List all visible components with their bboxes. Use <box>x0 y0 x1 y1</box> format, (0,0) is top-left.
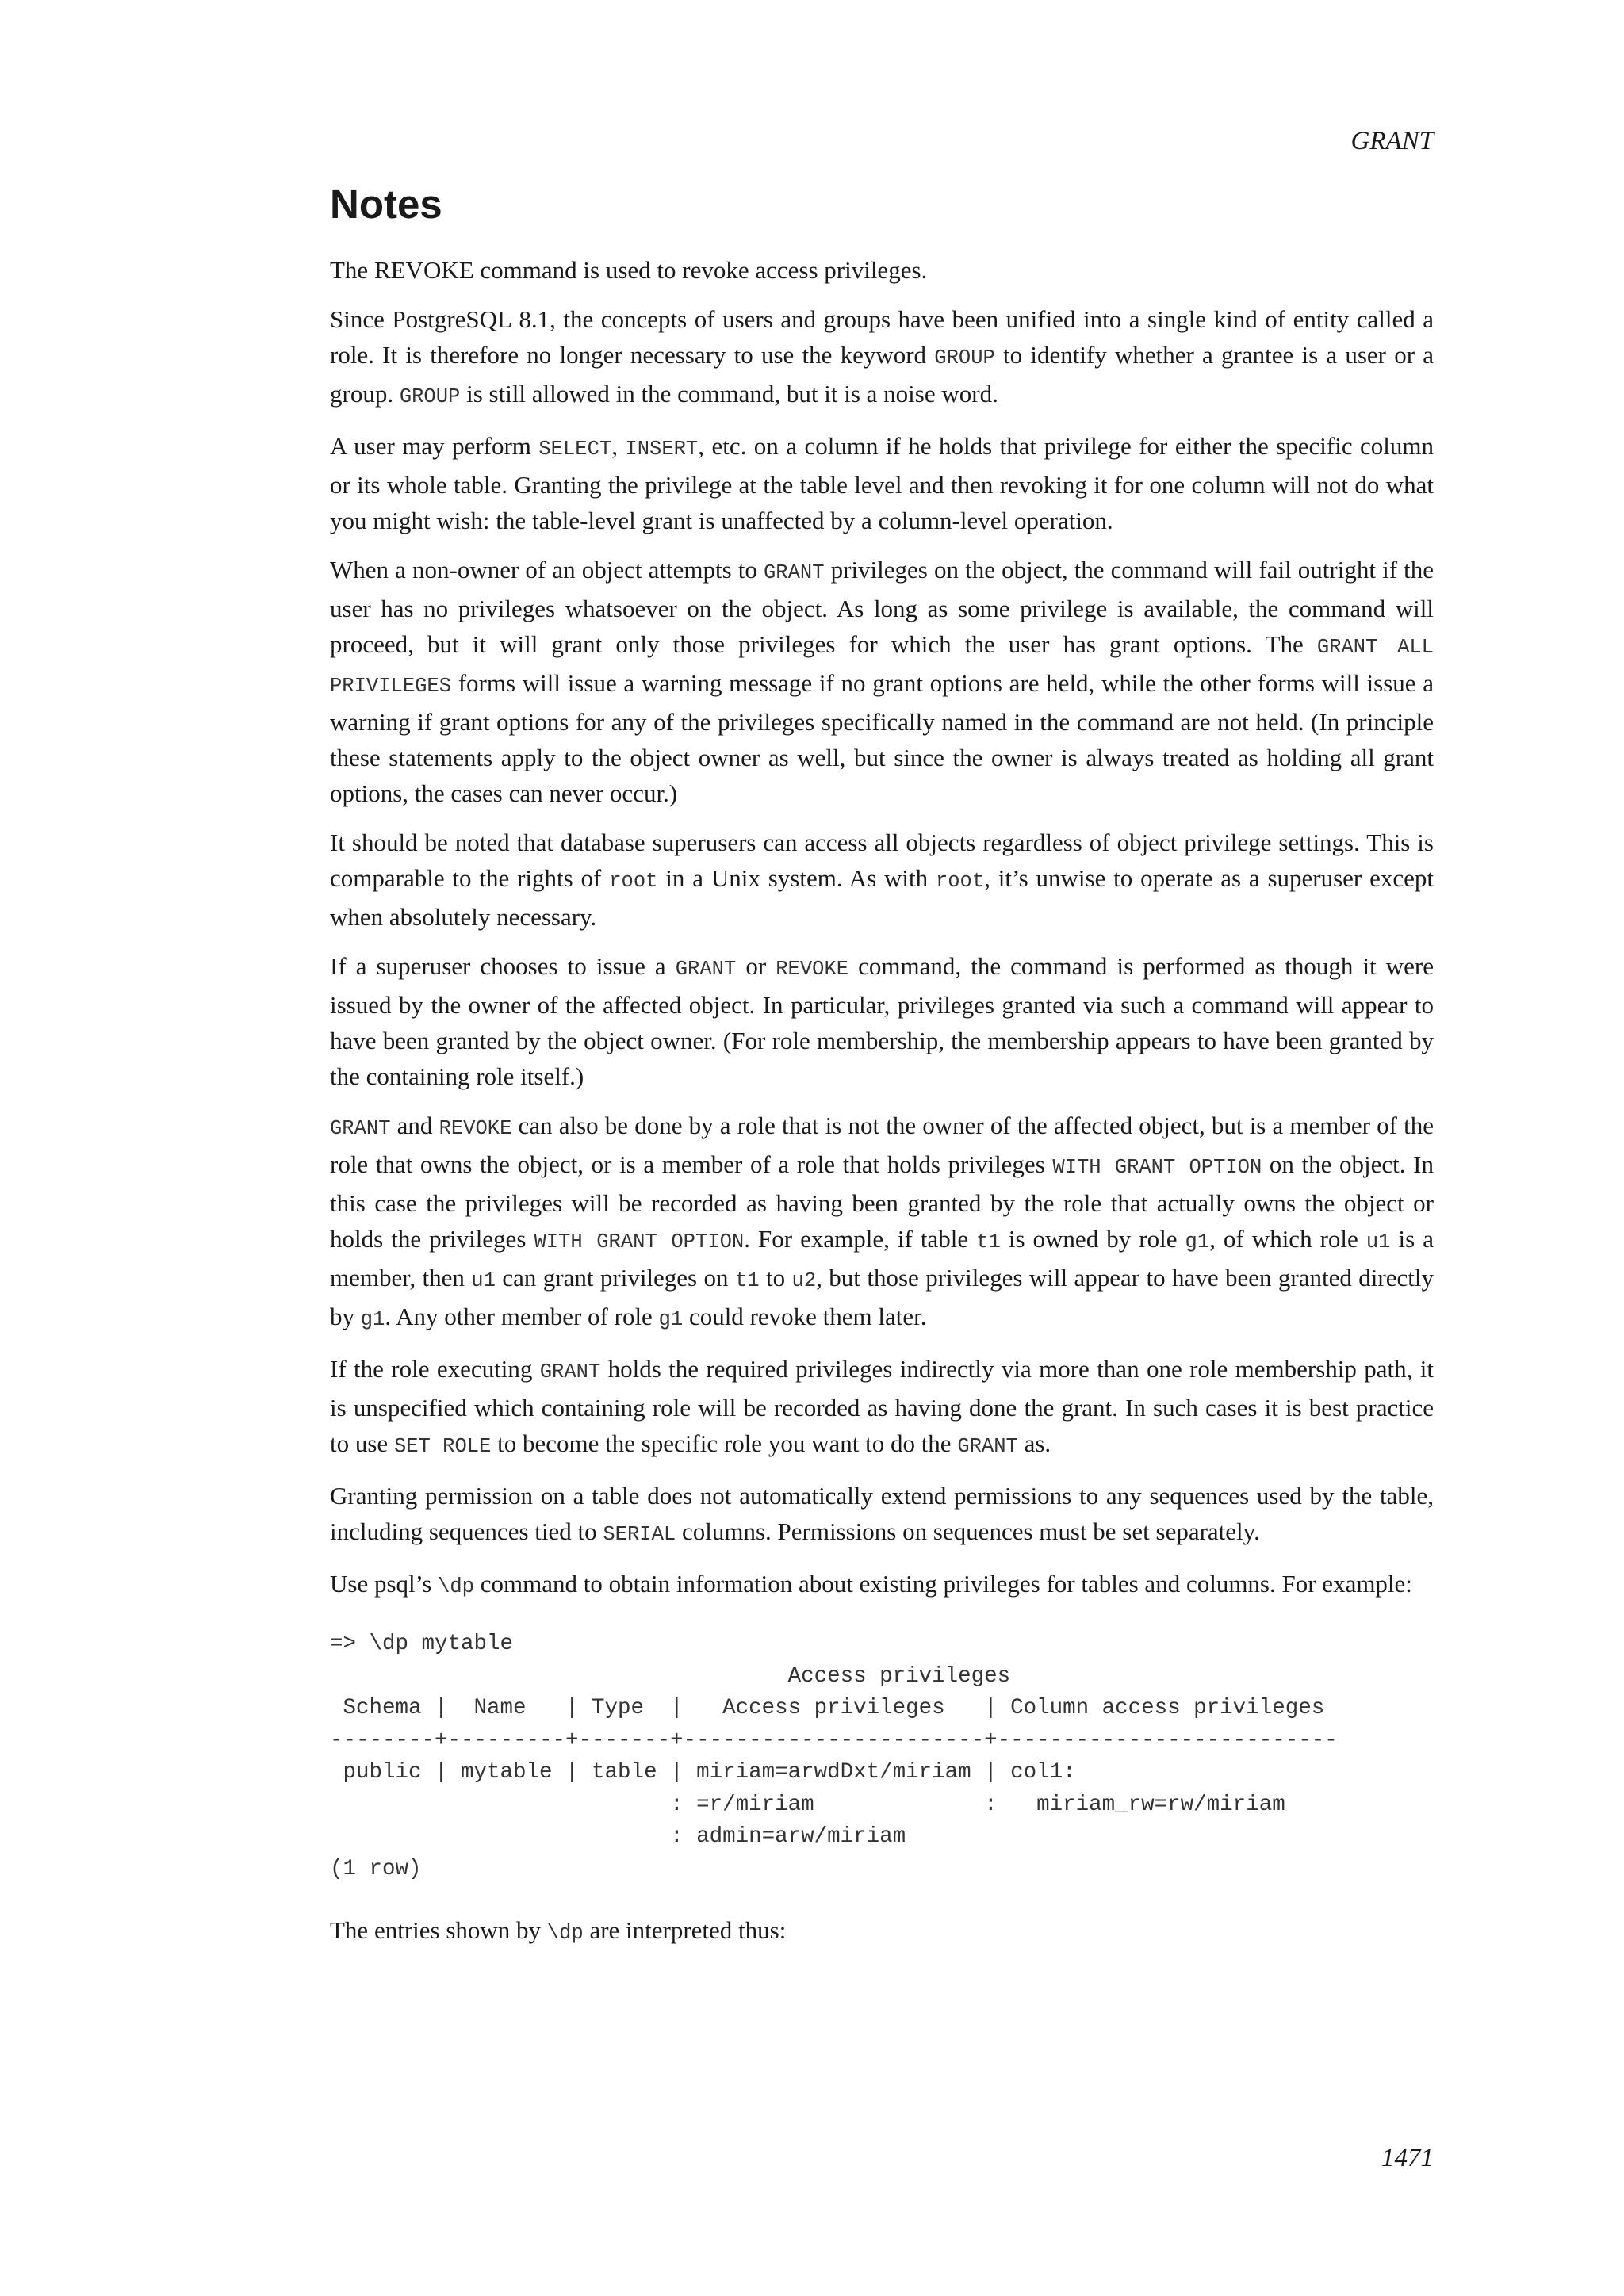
text-run: to identify whether a grantee is a user or a group. <box>330 341 1434 408</box>
text-run: could revoke them later. <box>683 1303 927 1330</box>
text-run: command, the command is performed as though it were issued by the owner of the affected object. In particular, privileges granted via such a command will appear to have been granted by the object owner. (For role membership, the membership appears to have been granted by the containing role itself.) <box>330 952 1434 1090</box>
inline-code: SET ROLE <box>393 1435 492 1458</box>
text-run: is owned by role <box>1000 1225 1185 1253</box>
text-run: When a non-owner of an object attempts to <box>330 556 764 584</box>
inline-code: u1 <box>1365 1230 1391 1253</box>
inline-code: root <box>935 870 985 893</box>
text-run: If the role executing <box>330 1355 540 1383</box>
inline-code: GROUP <box>399 385 461 408</box>
text-run: command to obtain information about existing privileges for tables and columns. For example: <box>474 1570 1412 1598</box>
inline-code: INSERT <box>625 438 699 461</box>
inline-code: SERIAL <box>603 1523 676 1546</box>
inline-code: root <box>609 870 658 893</box>
text-run: , but those privileges will appear to have been granted directly by <box>330 1264 1434 1330</box>
inline-code: \dp <box>438 1575 474 1598</box>
text-run: , etc. on a column if he holds that privilege for either the specific column or its whole table. Granting the privilege at the table level and then revoking it for one column will not do what you might wish: the table-level grant is unaffected by a column-level operation. <box>330 432 1434 534</box>
text-run: columns. Permissions on sequences must be set separately. <box>676 1517 1260 1545</box>
text-run: in a Unix system. As with <box>657 864 936 892</box>
text-run: or <box>736 952 776 980</box>
inline-code: u2 <box>791 1269 817 1292</box>
text-run: , of which role <box>1209 1225 1366 1253</box>
inline-code: SELECT <box>538 438 612 461</box>
inline-code: GRANT <box>957 1435 1018 1458</box>
text-run: A user may perform <box>330 432 539 460</box>
inline-code: g1 <box>1185 1230 1210 1253</box>
text-run: Since PostgreSQL 8.1, the concepts of users and groups have been unified into a single kind of entity called a role. It is therefore no longer necessary to use the keyword <box>330 305 1434 369</box>
paragraph <box>330 1566 1434 1605</box>
inline-code: WITH GRANT OPTION <box>1052 1156 1262 1179</box>
inline-code: GRANT <box>539 1360 601 1383</box>
paragraph <box>330 825 1434 935</box>
text-run: If a superuser chooses to issue a <box>330 952 676 980</box>
inline-code: g1 <box>360 1308 385 1331</box>
inline-code: t1 <box>734 1269 760 1292</box>
inline-code: GROUP <box>934 346 995 369</box>
text-run: can grant privileges on <box>495 1264 735 1292</box>
text-run: on the object. In this case the privileges will be recorded as having been granted by the role that actually owns the object or holds the privileges <box>330 1150 1434 1253</box>
body-text <box>330 252 1434 1965</box>
paragraph <box>330 301 1434 415</box>
inline-code: u1 <box>471 1269 496 1292</box>
text-run: The REVOKE command is used to revoke access privileges. <box>330 256 928 284</box>
paragraph <box>330 428 1434 538</box>
text-run: . For example, if table <box>744 1225 977 1253</box>
code-example: => \dp mytable Access privileges Schema | Name | Type | Access privileges | Column access privileges --------+---------+-------+-----------------------+-------------------------- public | mytable | table | miriam=arwdDxt/miriam | col1: : =r/miriam : miriam_rw=rw/miriam : admin=arw/miriam (1 row) <box>330 1632 1338 1881</box>
running-header: GRANT <box>1350 127 1434 155</box>
paragraph <box>330 552 1434 811</box>
text-run: It should be noted that database superusers can access all objects regardless of object privilege settings. This is comparable to the rights of <box>330 828 1434 892</box>
text-run: is still allowed in the command, but it is a noise word. <box>460 380 998 408</box>
text-run: and <box>390 1112 439 1139</box>
text-run: Use psql’s <box>330 1570 439 1598</box>
inline-code: t1 <box>976 1230 1001 1253</box>
inline-code: GRANT ALL PRIVILEGES <box>330 636 1434 698</box>
text-run: holds the required privileges indirectly via more than one role membership path, it is unspecified which containing role will be recorded as having done the grant. In such cases it is best practice to use <box>330 1355 1434 1457</box>
closing-paragraph <box>330 1912 1434 1951</box>
paragraph <box>330 1478 1434 1552</box>
inline-code: REVOKE <box>776 958 849 981</box>
text-run: . Any other member of role <box>385 1303 659 1330</box>
text-run: to become the specific role you want to do the <box>491 1429 958 1457</box>
text-run: The entries shown by <box>330 1916 547 1944</box>
text-run: , <box>611 432 626 460</box>
text-run: Granting permission on a table does not automatically extend permissions to any sequences used by the table, including sequences tied to <box>330 1482 1434 1545</box>
page-number: 1471 <box>1381 2144 1434 2172</box>
inline-code: REVOKE <box>439 1117 512 1140</box>
text-run: forms will issue a warning message if no grant options are held, while the other forms will issue a warning if grant options for any of the privileges specifically named in the command are not held. (In principle these statements apply to the object owner as well, but since the owner is always treated as holding all grant options, the cases can never occur.) <box>330 669 1434 807</box>
paragraph <box>330 252 1434 288</box>
section-title: Notes <box>330 182 442 227</box>
paragraph <box>330 1351 1434 1464</box>
text-run: is a member, then <box>330 1225 1434 1292</box>
inline-code: g1 <box>658 1308 684 1331</box>
text-run: are interpreted thus: <box>583 1916 787 1944</box>
paragraph <box>330 1108 1434 1337</box>
text-run: as. <box>1017 1429 1051 1457</box>
text-run: , it’s unwise to operate as a superuser except when absolutely necessary. <box>330 864 1434 931</box>
inline-code: GRANT <box>330 1117 391 1140</box>
paragraph-list <box>330 252 1434 1605</box>
text-run: can also be done by a role that is not the owner of the affected object, but is a member of the role that owns the object, or is a member of a role that holds privileges <box>330 1112 1434 1178</box>
inline-code: WITH GRANT OPTION <box>534 1230 745 1253</box>
text-run: privileges on the object, the command will fail outright if the user has no privileges whatsoever on the object. As long as some privilege is available, the command will proceed, but it will grant only those privileges for which the user has grant options. The <box>330 556 1434 658</box>
text-run: to <box>759 1264 792 1292</box>
paragraph <box>330 948 1434 1094</box>
inline-code: GRANT <box>675 958 737 981</box>
inline-code: GRANT <box>763 561 825 584</box>
inline-code: \dp <box>546 1922 584 1945</box>
